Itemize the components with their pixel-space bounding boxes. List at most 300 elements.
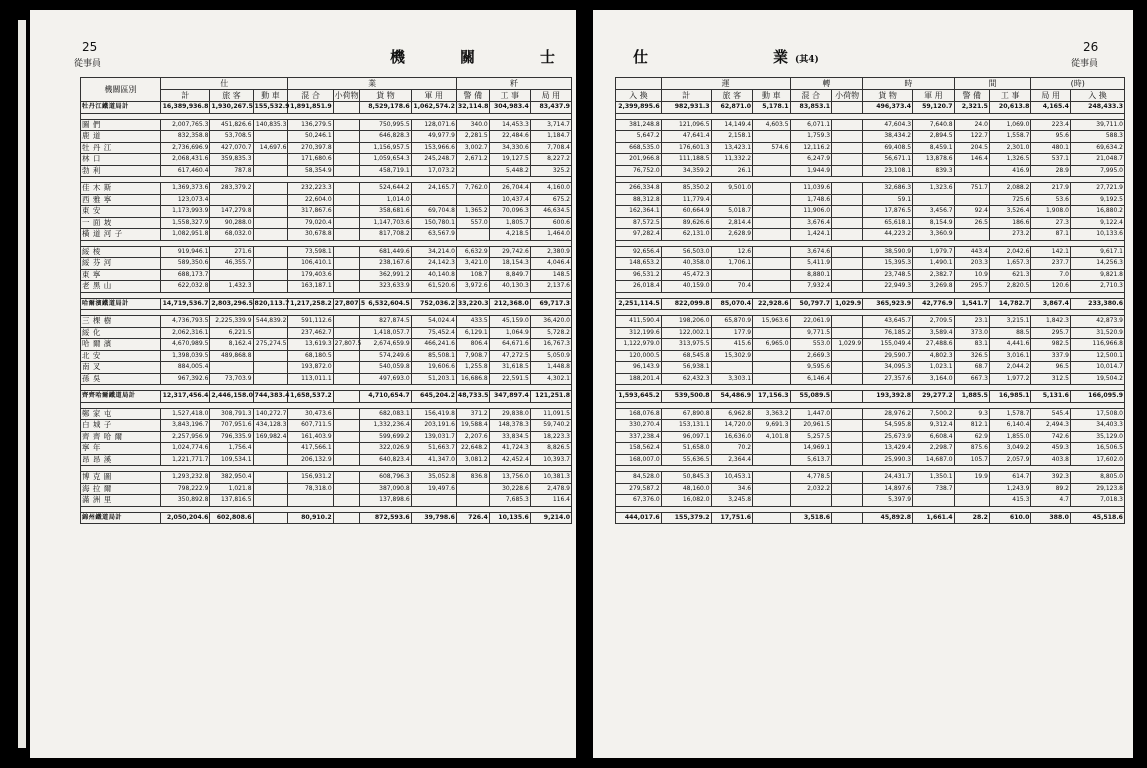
table-cell: 83,853.1 <box>790 102 832 114</box>
table-cell: 26,704.4 <box>489 183 530 195</box>
table-cell <box>832 391 863 403</box>
table-cell: 371.2 <box>456 408 489 420</box>
table-cell: 614.7 <box>989 472 1031 484</box>
table-cell: 49,977.9 <box>411 131 456 143</box>
table-cell <box>753 281 790 293</box>
column-header: 軍 用 <box>411 90 456 102</box>
table-cell: 55,089.5 <box>790 391 832 403</box>
table-row <box>81 269 572 281</box>
table-cell: 36,420.0 <box>530 316 571 328</box>
table-cell: 90,288.0 <box>210 217 253 229</box>
table-row <box>616 258 1125 270</box>
table-cell: 326.5 <box>954 350 989 362</box>
table-cell: 7,500.2 <box>913 408 955 420</box>
table-cell: 443.4 <box>954 246 989 258</box>
table-cell: 8,154.9 <box>913 217 955 229</box>
table-cell: 622,032.8 <box>161 281 210 293</box>
table-cell: 6,146.4 <box>790 373 832 385</box>
table-cell: 4,778.5 <box>790 472 832 484</box>
table-cell: 1,930,267.5 <box>210 102 253 114</box>
table-cell: 3,245.8 <box>711 495 753 507</box>
table-cell: 1,593,645.2 <box>616 391 662 403</box>
table-cell: 29,123.8 <box>1070 483 1124 495</box>
table-cell: 28.9 <box>1031 165 1070 177</box>
table-cell: 1,365.2 <box>456 206 489 218</box>
table-row <box>81 206 572 218</box>
table-cell: 3,526.4 <box>989 206 1031 218</box>
table-cell: 1,369,373.6 <box>161 183 210 195</box>
table-cell <box>832 258 863 270</box>
table-cell: 806.4 <box>456 339 489 351</box>
table-cell: 726.4 <box>456 512 489 524</box>
table-cell: 46,634.5 <box>530 206 571 218</box>
table-row <box>616 269 1125 281</box>
table-cell: 2,207.6 <box>456 431 489 443</box>
table-cell: 2,050,204.6 <box>161 512 210 524</box>
table-cell: 2,494.3 <box>1031 420 1070 432</box>
table-cell <box>832 420 863 432</box>
table-cell <box>333 472 360 484</box>
table-cell: 4,441.6 <box>989 339 1031 351</box>
row-name: 白 城 子 <box>81 420 161 432</box>
table-cell: 46,355.7 <box>210 258 253 270</box>
table-cell: 675.2 <box>530 194 571 206</box>
table-cell: 489,868.8 <box>210 350 253 362</box>
table-cell: 358,681.6 <box>360 206 411 218</box>
table-cell: 69,717.3 <box>530 298 571 310</box>
table-cell: 1,908.0 <box>1031 206 1070 218</box>
table-cell: 591,112.6 <box>288 316 333 328</box>
table-cell: 15,395.3 <box>863 258 913 270</box>
table-cell: 1,029.9 <box>832 339 863 351</box>
table-cell: 5,728.2 <box>530 327 571 339</box>
table-row <box>81 165 572 177</box>
table-row <box>81 350 572 362</box>
table-cell: 17,073.2 <box>411 165 456 177</box>
table-cell: 607,711.5 <box>288 420 333 432</box>
table-cell: 270,397.8 <box>288 142 333 154</box>
table-cell: 27,807.5 <box>333 339 360 351</box>
table-cell: 271.6 <box>210 246 253 258</box>
table-cell: 3,081.2 <box>456 454 489 466</box>
table-cell: 982.5 <box>1031 339 1070 351</box>
table-cell: 62,871.0 <box>711 102 753 114</box>
table-cell: 40,358.0 <box>661 258 711 270</box>
table-cell: 18,223.3 <box>530 431 571 443</box>
table-cell <box>832 194 863 206</box>
table-cell: 41,724.3 <box>489 443 530 455</box>
group-header: 間 <box>954 78 1031 90</box>
table-cell: 21,048.7 <box>1070 154 1124 166</box>
table-cell: 8,826.5 <box>530 443 571 455</box>
table-cell: 14,149.4 <box>711 119 753 131</box>
table-cell <box>253 269 288 281</box>
table-cell <box>753 350 790 362</box>
row-name: 北 安 <box>81 350 161 362</box>
table-cell: 544,839.2 <box>253 316 288 328</box>
table-cell: 23.1 <box>954 316 989 328</box>
table-cell <box>832 472 863 484</box>
column-header: 入 換 <box>1070 90 1124 102</box>
table-cell: 68,545.8 <box>661 350 711 362</box>
table-cell <box>210 269 253 281</box>
table-cell: 96.5 <box>1031 362 1070 374</box>
table-cell: 427,070.7 <box>210 142 253 154</box>
table-cell: 16,389,936.8 <box>161 102 210 114</box>
table-cell: 223.4 <box>1031 119 1070 131</box>
table-cell: 13,619.3 <box>288 339 333 351</box>
table-cell: 237,462.7 <box>288 327 333 339</box>
row-name: 老 黑 山 <box>81 281 161 293</box>
table-cell: 204.5 <box>954 142 989 154</box>
table-cell: 89,626.6 <box>661 217 711 229</box>
table-cell: 27,807.5 <box>333 298 360 310</box>
table-cell: 54,595.8 <box>863 420 913 432</box>
group-header: (時) <box>1031 78 1125 90</box>
table-cell: 148.5 <box>530 269 571 281</box>
column-header: 混 合 <box>790 90 832 102</box>
table-cell <box>333 131 360 143</box>
table-cell <box>832 362 863 374</box>
table-cell: 3,016.1 <box>989 350 1031 362</box>
table-cell: 31,618.5 <box>489 362 530 374</box>
column-header: 旅 客 <box>711 90 753 102</box>
table-cell: 9.3 <box>954 408 989 420</box>
table-cell: 392.3 <box>1031 472 1070 484</box>
table-cell <box>253 281 288 293</box>
table-cell: 29,838.0 <box>489 408 530 420</box>
table-cell: 122,002.1 <box>661 327 711 339</box>
table-cell: 201,966.8 <box>616 154 662 166</box>
table-cell: 9,122.4 <box>1070 217 1124 229</box>
table-cell: 43,645.7 <box>863 316 913 328</box>
table-cell <box>753 362 790 374</box>
row-name: 林 口 <box>81 154 161 166</box>
table-cell: 106,410.1 <box>288 258 333 270</box>
table-cell: 524,644.2 <box>360 183 411 195</box>
table-cell: 1,023.1 <box>913 362 955 374</box>
table-row <box>616 246 1125 258</box>
table-cell: 88,312.8 <box>616 194 662 206</box>
table-cell: 27,488.6 <box>913 339 955 351</box>
column-header: 計 <box>661 90 711 102</box>
row-name: 鄭 家 屯 <box>81 408 161 420</box>
table-cell <box>288 495 333 507</box>
table-cell: 3,674.6 <box>790 246 832 258</box>
table-cell: 1,069.0 <box>989 119 1031 131</box>
table-cell <box>456 483 489 495</box>
table-cell: 8,459.1 <box>913 142 955 154</box>
table-cell: 148,378.3 <box>489 420 530 432</box>
table-cell: 68.7 <box>954 362 989 374</box>
table-cell: 171,680.6 <box>288 154 333 166</box>
table-cell: 387,090.8 <box>360 483 411 495</box>
row-name: 三 棵 樹 <box>81 316 161 328</box>
table-cell: 1,014.0 <box>360 194 411 206</box>
table-cell: 1,184.7 <box>530 131 571 143</box>
table-cell <box>753 154 790 166</box>
table-cell: 68,180.5 <box>288 350 333 362</box>
table-cell: 153,131.1 <box>661 420 711 432</box>
table-cell: 61,520.6 <box>411 281 456 293</box>
table-cell: 1,855.0 <box>989 431 1031 443</box>
table-cell: 9,821.8 <box>1070 269 1124 281</box>
table-cell: 92.4 <box>954 206 989 218</box>
table-cell <box>333 391 360 403</box>
row-name: 綏 芬 河 <box>81 258 161 270</box>
row-name: 滿 洲 里 <box>81 495 161 507</box>
table-row <box>81 512 572 524</box>
group-header: 業 <box>288 78 456 90</box>
row-name: 錦州鐵道局計 <box>81 512 161 524</box>
row-name: 牡丹江鐵道局計 <box>81 102 161 114</box>
table-row <box>616 298 1125 310</box>
table-cell <box>711 269 753 281</box>
table-row <box>81 102 572 114</box>
table-cell: 273.2 <box>989 229 1031 241</box>
table-cell <box>832 443 863 455</box>
table-cell: 1,842.3 <box>1031 316 1070 328</box>
table-cell <box>753 327 790 339</box>
table-cell: 136,279.5 <box>288 119 333 131</box>
table-row <box>81 483 572 495</box>
table-cell: 350,892.8 <box>161 495 210 507</box>
table-cell: 27,721.9 <box>1070 183 1124 195</box>
table-row <box>81 327 572 339</box>
table-cell: 27.3 <box>1031 217 1070 229</box>
table-cell <box>832 316 863 328</box>
table-row <box>616 183 1125 195</box>
table-cell: 617,460.4 <box>161 165 210 177</box>
table-cell: 2,321.5 <box>954 102 989 114</box>
table-cell <box>832 217 863 229</box>
table-row <box>81 391 572 403</box>
table-cell: 1,448.8 <box>530 362 571 374</box>
table-cell: 162,364.1 <box>616 206 662 218</box>
table-cell: 193,392.8 <box>863 391 913 403</box>
data-table-right <box>615 77 1125 524</box>
table-cell: 15,302.9 <box>711 350 753 362</box>
table-cell: 29,277.2 <box>913 391 955 403</box>
table-cell: 9,192.5 <box>1070 194 1124 206</box>
table-cell: 67,890.8 <box>661 408 711 420</box>
table-cell: 1,082,951.8 <box>161 229 210 241</box>
table-cell: 417,566.1 <box>288 443 333 455</box>
table-cell: 2,710.3 <box>1070 281 1124 293</box>
table-cell <box>333 512 360 524</box>
table-cell: 8,529,178.6 <box>360 102 411 114</box>
table-cell: 1,173,993.9 <box>161 206 210 218</box>
table-cell: 742.6 <box>1031 431 1070 443</box>
table-cell: 19,606.6 <box>411 362 456 374</box>
table-cell: 120.6 <box>1031 281 1070 293</box>
table-cell <box>333 362 360 374</box>
table-cell: 232,223.3 <box>288 183 333 195</box>
table-cell: 203,191.6 <box>411 420 456 432</box>
table-cell: 40,140.8 <box>411 269 456 281</box>
title-char: 機 <box>390 48 406 66</box>
table-cell: 4,736,793.5 <box>161 316 210 328</box>
table-cell: 9,214.0 <box>530 512 571 524</box>
table-cell <box>253 373 288 385</box>
table-cell: 19,127.5 <box>489 154 530 166</box>
table-cell: 84,528.0 <box>616 472 662 484</box>
table-cell: 45,892.8 <box>863 512 913 524</box>
table-cell: 382,950.4 <box>210 472 253 484</box>
table-cell: 42,452.4 <box>489 454 530 466</box>
table-cell: 466,241.6 <box>411 339 456 351</box>
table-cell: 2,478.9 <box>530 483 571 495</box>
table-cell: 186.6 <box>989 217 1031 229</box>
table-cell <box>333 258 360 270</box>
table-cell <box>333 350 360 362</box>
table-cell: 1,326.5 <box>989 154 1031 166</box>
table-cell: 540,059.8 <box>360 362 411 374</box>
table-cell: 73,598.1 <box>288 246 333 258</box>
table-cell: 47,272.5 <box>489 350 530 362</box>
table-cell: 13,423.1 <box>711 142 753 154</box>
table-cell: 295.7 <box>954 281 989 293</box>
table-cell: 5,647.2 <box>616 131 662 143</box>
table-cell: 4,670,989.5 <box>161 339 210 351</box>
table-cell: 45,472.3 <box>661 269 711 281</box>
table-row <box>616 102 1125 114</box>
table-cell: 19,497.6 <box>411 483 456 495</box>
table-cell: 30,228.6 <box>489 483 530 495</box>
table-cell: 668,535.0 <box>616 142 662 154</box>
table-cell: 1,147,703.6 <box>360 217 411 229</box>
table-cell: 1,243.9 <box>989 483 1031 495</box>
table-cell: 58,354.9 <box>288 165 333 177</box>
table-cell: 54,486.9 <box>711 391 753 403</box>
table-cell: 2,088.2 <box>989 183 1031 195</box>
table-cell: 411,590.4 <box>616 316 662 328</box>
row-name: 昂 昂 溪 <box>81 454 161 466</box>
table-cell <box>832 154 863 166</box>
table-cell: 4,710,654.7 <box>360 391 411 403</box>
table-cell: 3,589.4 <box>913 327 955 339</box>
table-cell: 621.3 <box>989 269 1031 281</box>
table-cell <box>411 194 456 206</box>
table-cell <box>253 512 288 524</box>
table-cell: 11,906.0 <box>790 206 832 218</box>
table-cell: 2,068,431.6 <box>161 154 210 166</box>
table-cell: 7,708.4 <box>530 142 571 154</box>
table-cell: 967,392.6 <box>161 373 210 385</box>
table-cell <box>333 373 360 385</box>
table-cell: 4,218.5 <box>489 229 530 241</box>
table-cell: 34,403.3 <box>1070 420 1124 432</box>
table-cell: 7,762.0 <box>456 183 489 195</box>
table-cell: 85,070.4 <box>711 298 753 310</box>
table-cell: 177.9 <box>711 327 753 339</box>
table-cell <box>333 183 360 195</box>
table-cell <box>832 350 863 362</box>
table-cell: 3,215.1 <box>989 316 1031 328</box>
table-cell: 16,506.5 <box>1070 443 1124 455</box>
table-cell: 24,142.3 <box>411 258 456 270</box>
table-cell: 1,885.5 <box>954 391 989 403</box>
page-number: 25 <box>82 40 98 54</box>
table-cell: 10,381.3 <box>530 472 571 484</box>
table-row <box>616 373 1125 385</box>
table-cell <box>333 229 360 241</box>
table-cell: 10.9 <box>954 269 989 281</box>
table-cell: 23,108.1 <box>863 165 913 177</box>
table-cell: 176,601.3 <box>661 142 711 154</box>
table-row <box>81 454 572 466</box>
table-cell <box>333 165 360 177</box>
table-cell: 2,628.9 <box>711 229 753 241</box>
table-cell: 11,332.2 <box>711 154 753 166</box>
table-cell: 161,403.9 <box>288 431 333 443</box>
table-cell: 62.9 <box>954 431 989 443</box>
table-row <box>616 131 1125 143</box>
table-cell: 5,050.9 <box>530 350 571 362</box>
row-name: 哈 爾 濱 <box>81 339 161 351</box>
table-cell: 6,632.9 <box>456 246 489 258</box>
table-cell: 42,873.9 <box>1070 316 1124 328</box>
table-row <box>616 391 1125 403</box>
title-char: 仕 <box>633 48 649 66</box>
table-cell: 17,876.5 <box>863 206 913 218</box>
table-cell: 681,449.6 <box>360 246 411 258</box>
table-row <box>81 495 572 507</box>
table-cell <box>954 495 989 507</box>
table-cell: 128,071.6 <box>411 119 456 131</box>
table-cell: 6,532,604.5 <box>360 298 411 310</box>
table-cell: 2,257,956.9 <box>161 431 210 443</box>
table-cell: 599,699.2 <box>360 431 411 443</box>
table-cell <box>832 246 863 258</box>
table-cell: 283,379.2 <box>210 183 253 195</box>
table-cell: 148,653.2 <box>616 258 662 270</box>
table-cell: 1,255.8 <box>456 362 489 374</box>
table-cell: 1,977.2 <box>989 373 1031 385</box>
group-header-spacer <box>616 78 662 90</box>
table-cell: 33,834.5 <box>489 431 530 443</box>
table-cell: 433.5 <box>456 316 489 328</box>
table-cell: 480.1 <box>1031 142 1070 154</box>
table-cell: 113,011.1 <box>288 373 333 385</box>
table-row <box>81 373 572 385</box>
table-cell: 1,418,057.7 <box>360 327 411 339</box>
table-cell: 2,007,765.3 <box>161 119 210 131</box>
table-cell: 28,976.2 <box>863 408 913 420</box>
table-cell: 5,257.5 <box>790 431 832 443</box>
table-cell: 87.1 <box>1031 229 1070 241</box>
table-cell: 6,962.8 <box>711 408 753 420</box>
table-cell: 5,448.2 <box>489 165 530 177</box>
table-cell <box>333 102 360 114</box>
table-row <box>616 408 1125 420</box>
table-cell: 836.8 <box>456 472 489 484</box>
table-cell <box>456 229 489 241</box>
table-cell: 14,256.3 <box>1070 258 1124 270</box>
table-cell <box>832 495 863 507</box>
table-cell: 163,187.1 <box>288 281 333 293</box>
table-cell: 796,335.9 <box>210 431 253 443</box>
table-cell: 14,969.1 <box>790 443 832 455</box>
table-cell: 108.7 <box>456 269 489 281</box>
table-cell: 156,931.2 <box>288 472 333 484</box>
table-cell: 2,709.5 <box>913 316 955 328</box>
table-cell: 725.6 <box>989 194 1031 206</box>
table-cell: 14,697.6 <box>253 142 288 154</box>
table-cell: 56,671.1 <box>863 154 913 166</box>
table-cell: 497,693.0 <box>360 373 411 385</box>
table-cell: 2,301.0 <box>989 142 1031 154</box>
